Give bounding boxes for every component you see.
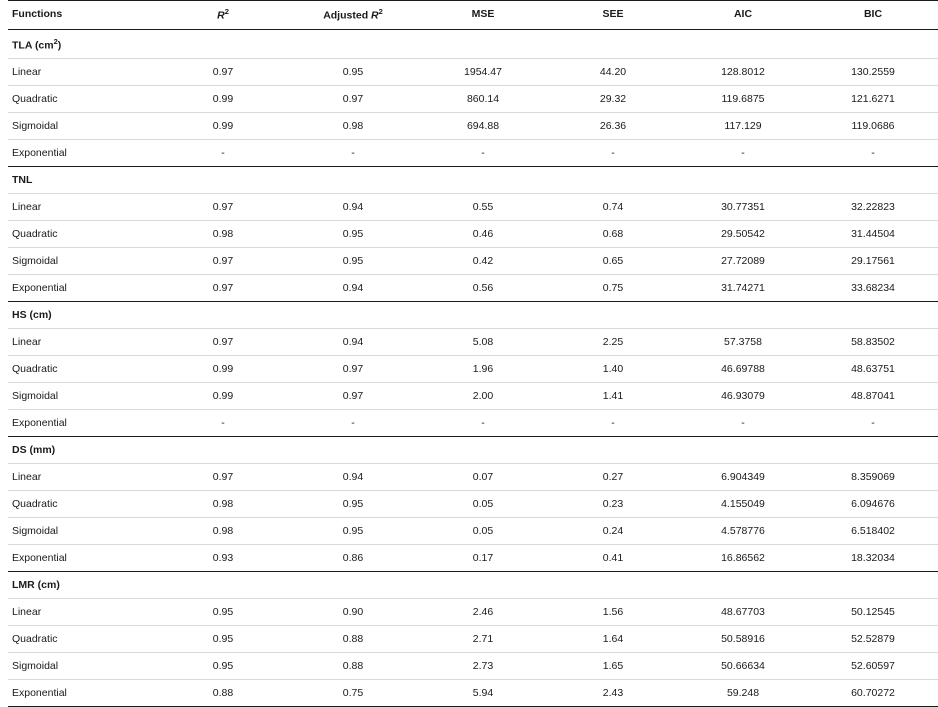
cell-see: 1.64 (548, 626, 678, 653)
cell-mse: - (418, 140, 548, 167)
cell-bic: 6.518402 (808, 518, 938, 545)
cell-see: 44.20 (548, 59, 678, 86)
cell-see: 26.36 (548, 113, 678, 140)
cell-r2: 0.99 (158, 356, 288, 383)
cell-see: - (548, 410, 678, 437)
model-fit-statistics-table (8, 0, 938, 707)
cell-adj-r2: 0.94 (288, 464, 418, 491)
cell-r2: 0.97 (158, 329, 288, 356)
cell-bic: 52.52879 (808, 626, 938, 653)
table-row (8, 356, 938, 383)
cell-r2: 0.93 (158, 545, 288, 572)
cell-r2: 0.95 (158, 653, 288, 680)
cell-function-name: Quadratic (8, 86, 158, 113)
cell-adj-r2: 0.95 (288, 221, 418, 248)
cell-see: 0.24 (548, 518, 678, 545)
cell-see: 29.32 (548, 86, 678, 113)
cell-r2: 0.97 (158, 464, 288, 491)
cell-r2: 0.97 (158, 248, 288, 275)
cell-bic: 60.70272 (808, 680, 938, 707)
cell-bic: 31.44504 (808, 221, 938, 248)
group-label: DS (mm) (8, 437, 938, 464)
cell-see: 0.27 (548, 464, 678, 491)
cell-adj-r2: - (288, 140, 418, 167)
cell-aic: 119.6875 (678, 86, 808, 113)
table-row (8, 464, 938, 491)
cell-aic: 4.578776 (678, 518, 808, 545)
table-row (8, 113, 938, 140)
cell-function-name: Linear (8, 599, 158, 626)
cell-r2: 0.97 (158, 59, 288, 86)
cell-see: 1.65 (548, 653, 678, 680)
cell-see: 0.65 (548, 248, 678, 275)
cell-bic: 8.359069 (808, 464, 938, 491)
cell-bic: 121.6271 (808, 86, 938, 113)
cell-bic: 6.094676 (808, 491, 938, 518)
cell-aic: 46.93079 (678, 383, 808, 410)
cell-r2: - (158, 140, 288, 167)
cell-aic: 57.3758 (678, 329, 808, 356)
cell-r2: 0.98 (158, 221, 288, 248)
cell-mse: 2.73 (418, 653, 548, 680)
column-header-functions: Functions (8, 1, 158, 30)
cell-adj-r2: 0.95 (288, 518, 418, 545)
cell-function-name: Quadratic (8, 221, 158, 248)
cell-bic: 52.60597 (808, 653, 938, 680)
cell-mse: - (418, 410, 548, 437)
cell-function-name: Exponential (8, 680, 158, 707)
cell-bic: 130.2559 (808, 59, 938, 86)
cell-mse: 5.94 (418, 680, 548, 707)
cell-function-name: Linear (8, 194, 158, 221)
cell-mse: 0.17 (418, 545, 548, 572)
table-row (8, 59, 938, 86)
cell-bic: 48.87041 (808, 383, 938, 410)
column-header-see: SEE (548, 1, 678, 30)
column-header-bic: BIC (808, 1, 938, 30)
cell-function-name: Exponential (8, 275, 158, 302)
cell-bic: 119.0686 (808, 113, 938, 140)
cell-aic: - (678, 410, 808, 437)
cell-mse: 2.00 (418, 383, 548, 410)
table-row (8, 491, 938, 518)
cell-adj-r2: 0.75 (288, 680, 418, 707)
table-row (8, 410, 938, 437)
cell-function-name: Linear (8, 59, 158, 86)
cell-r2: 0.97 (158, 194, 288, 221)
table-header (8, 1, 938, 30)
cell-mse: 0.42 (418, 248, 548, 275)
group-header-row (8, 572, 938, 599)
cell-function-name: Quadratic (8, 626, 158, 653)
cell-see: 2.43 (548, 680, 678, 707)
cell-bic: - (808, 410, 938, 437)
cell-aic: 59.248 (678, 680, 808, 707)
cell-r2: 0.98 (158, 491, 288, 518)
group-header-row (8, 167, 938, 194)
cell-bic: 33.68234 (808, 275, 938, 302)
cell-adj-r2: 0.97 (288, 383, 418, 410)
cell-bic: 48.63751 (808, 356, 938, 383)
cell-bic: 29.17561 (808, 248, 938, 275)
cell-aic: 50.58916 (678, 626, 808, 653)
cell-r2: 0.95 (158, 599, 288, 626)
cell-see: 2.25 (548, 329, 678, 356)
cell-see: 0.41 (548, 545, 678, 572)
cell-mse: 860.14 (418, 86, 548, 113)
cell-r2: 0.99 (158, 86, 288, 113)
cell-aic: 50.66634 (678, 653, 808, 680)
table-body (8, 29, 938, 707)
cell-function-name: Quadratic (8, 491, 158, 518)
table-row (8, 329, 938, 356)
cell-function-name: Quadratic (8, 356, 158, 383)
cell-see: 1.56 (548, 599, 678, 626)
cell-aic: 29.50542 (678, 221, 808, 248)
cell-mse: 0.05 (418, 518, 548, 545)
cell-function-name: Sigmoidal (8, 653, 158, 680)
cell-mse: 0.07 (418, 464, 548, 491)
cell-see: - (548, 140, 678, 167)
cell-aic: 31.74271 (678, 275, 808, 302)
cell-aic: 46.69788 (678, 356, 808, 383)
cell-aic: 6.904349 (678, 464, 808, 491)
cell-mse: 0.55 (418, 194, 548, 221)
cell-adj-r2: 0.94 (288, 275, 418, 302)
cell-aic: 27.72089 (678, 248, 808, 275)
cell-adj-r2: 0.98 (288, 113, 418, 140)
table-row (8, 680, 938, 707)
cell-r2: 0.98 (158, 518, 288, 545)
cell-adj-r2: 0.88 (288, 626, 418, 653)
cell-adj-r2: 0.90 (288, 599, 418, 626)
cell-bic: - (808, 140, 938, 167)
cell-r2: 0.99 (158, 113, 288, 140)
cell-aic: 16.86562 (678, 545, 808, 572)
cell-mse: 2.46 (418, 599, 548, 626)
column-header-aic: AIC (678, 1, 808, 30)
cell-aic: 48.67703 (678, 599, 808, 626)
group-label: LMR (cm) (8, 572, 938, 599)
table-row (8, 86, 938, 113)
table-row (8, 545, 938, 572)
table-row (8, 653, 938, 680)
cell-function-name: Exponential (8, 410, 158, 437)
table-row (8, 383, 938, 410)
cell-r2: 0.95 (158, 626, 288, 653)
cell-function-name: Linear (8, 464, 158, 491)
cell-see: 0.75 (548, 275, 678, 302)
cell-adj-r2: 0.97 (288, 356, 418, 383)
cell-see: 0.74 (548, 194, 678, 221)
column-header-adjusted-r2: Adjusted $R^2$ (288, 1, 418, 30)
cell-aic: 117.129 (678, 113, 808, 140)
table-row (8, 518, 938, 545)
cell-function-name: Sigmoidal (8, 383, 158, 410)
table-row (8, 248, 938, 275)
cell-r2: 0.97 (158, 275, 288, 302)
cell-bic: 50.12545 (808, 599, 938, 626)
cell-see: 0.23 (548, 491, 678, 518)
cell-aic: 4.155049 (678, 491, 808, 518)
cell-bic: 58.83502 (808, 329, 938, 356)
cell-function-name: Exponential (8, 545, 158, 572)
group-header-row (8, 437, 938, 464)
cell-function-name: Exponential (8, 140, 158, 167)
group-label: TNL (8, 167, 938, 194)
cell-mse: 694.88 (418, 113, 548, 140)
cell-adj-r2: 0.97 (288, 86, 418, 113)
cell-adj-r2: 0.88 (288, 653, 418, 680)
cell-mse: 0.05 (418, 491, 548, 518)
cell-function-name: Linear (8, 329, 158, 356)
cell-adj-r2: 0.95 (288, 491, 418, 518)
cell-r2: 0.88 (158, 680, 288, 707)
cell-r2: - (158, 410, 288, 437)
cell-aic: 128.8012 (678, 59, 808, 86)
column-header-mse: MSE (418, 1, 548, 30)
column-header-r2: $R^2$ (158, 1, 288, 30)
group-label: HS (cm) (8, 302, 938, 329)
table-row (8, 221, 938, 248)
table-row (8, 194, 938, 221)
cell-mse: 0.46 (418, 221, 548, 248)
header-row (8, 1, 938, 30)
group-label: TLA $(cm^2)$ (8, 29, 938, 59)
cell-adj-r2: 0.94 (288, 194, 418, 221)
cell-aic: - (678, 140, 808, 167)
cell-bic: 32.22823 (808, 194, 938, 221)
cell-adj-r2: - (288, 410, 418, 437)
cell-mse: 5.08 (418, 329, 548, 356)
cell-see: 1.41 (548, 383, 678, 410)
cell-r2: 0.99 (158, 383, 288, 410)
cell-adj-r2: 0.94 (288, 329, 418, 356)
cell-see: 0.68 (548, 221, 678, 248)
cell-adj-r2: 0.95 (288, 59, 418, 86)
cell-function-name: Sigmoidal (8, 248, 158, 275)
cell-adj-r2: 0.95 (288, 248, 418, 275)
cell-mse: 1.96 (418, 356, 548, 383)
cell-bic: 18.32034 (808, 545, 938, 572)
table-row (8, 140, 938, 167)
cell-function-name: Sigmoidal (8, 518, 158, 545)
table-row (8, 599, 938, 626)
cell-mse: 1954.47 (418, 59, 548, 86)
cell-aic: 30.77351 (678, 194, 808, 221)
cell-see: 1.40 (548, 356, 678, 383)
cell-mse: 2.71 (418, 626, 548, 653)
group-header-row (8, 29, 938, 59)
table-row (8, 626, 938, 653)
group-header-row (8, 302, 938, 329)
cell-function-name: Sigmoidal (8, 113, 158, 140)
cell-mse: 0.56 (418, 275, 548, 302)
cell-adj-r2: 0.86 (288, 545, 418, 572)
table-row (8, 275, 938, 302)
